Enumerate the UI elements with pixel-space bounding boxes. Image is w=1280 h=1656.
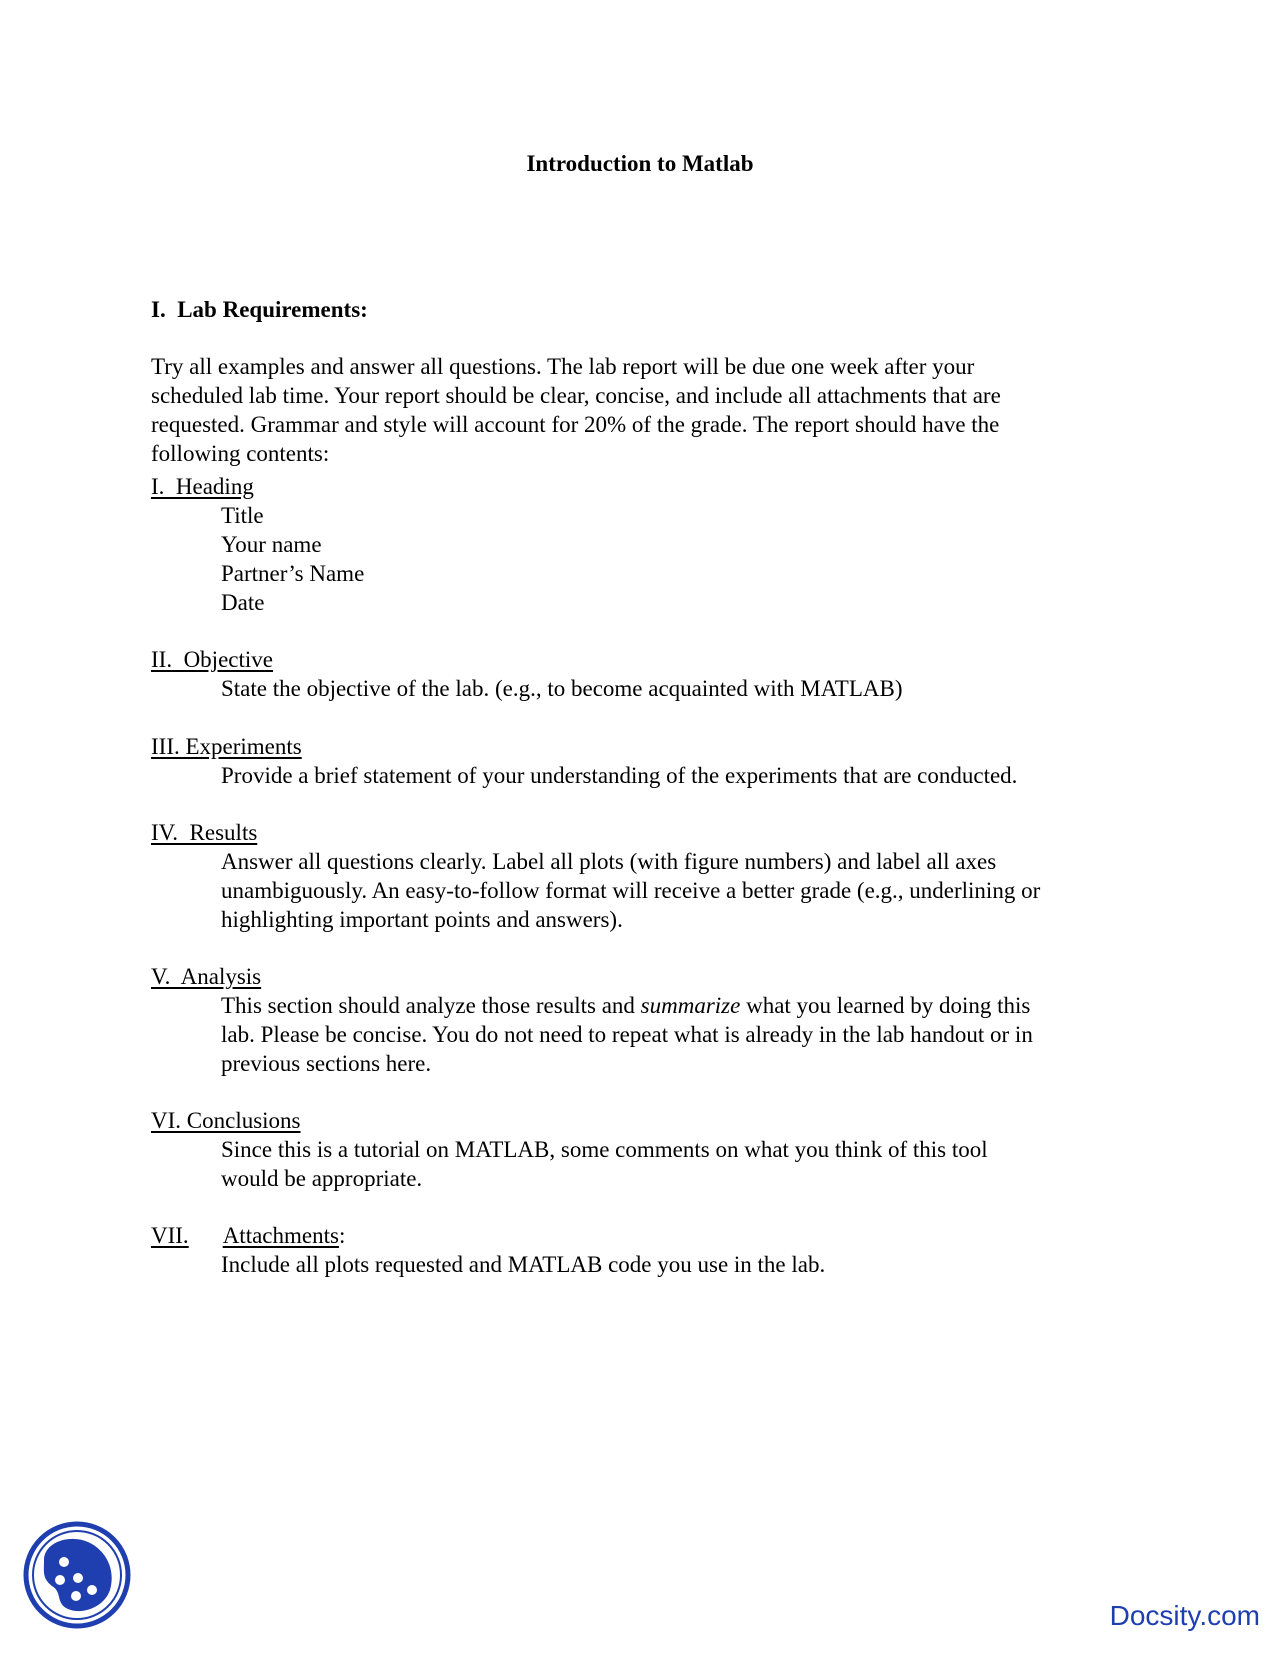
section-title: III. Experiments — [151, 734, 302, 759]
section-line: would be appropriate. — [221, 1166, 423, 1191]
intro-line: scheduled lab time. Your report should be clear, concise, and include all attachments that are — [151, 383, 1001, 408]
emphasis-text: summarize — [640, 993, 741, 1018]
line-text: what you learned by doing this — [740, 993, 1031, 1018]
docsity-brand-link[interactable]: Docsity.com — [1109, 1600, 1260, 1631]
section-body — [151, 501, 364, 617]
section-line: Answer all questions clearly. Label all plots (with figure numbers) and label all axes — [221, 849, 997, 874]
section-suffix: : — [338, 1223, 346, 1248]
section-line: Since this is a tutorial on MATLAB, some comments on what you think of this tool — [221, 1137, 988, 1162]
section-title: VI. Conclusions — [151, 1108, 301, 1133]
section-line: unambiguously. An easy-to-follow format will receive a better grade (e.g., underlining or — [221, 878, 1041, 903]
intro-paragraph — [151, 352, 1111, 468]
section-attachments — [151, 1221, 825, 1279]
section-title: IV. Results — [151, 820, 258, 845]
section-title: V. Analysis — [151, 964, 262, 989]
section-title: II. Objective — [151, 647, 273, 672]
section-title: I. Heading — [151, 474, 254, 499]
section-experiments — [151, 732, 1017, 790]
section-results — [151, 818, 1040, 934]
requirements-heading: I. Lab Requirements: — [151, 297, 368, 322]
section-line — [221, 991, 1033, 1020]
section-line: previous sections here. — [221, 1051, 432, 1076]
line-text: This section should analyze those results and — [221, 993, 641, 1018]
section-line: Title — [221, 503, 264, 528]
intro-line: following contents: — [151, 441, 330, 466]
section-heading — [151, 472, 364, 617]
section-line: Provide a brief statement of your understanding of the experiments that are conducted. — [221, 763, 1018, 788]
section-line: Include all plots requested and MATLAB code you use in the lab. — [221, 1252, 826, 1277]
section-line: Date — [221, 590, 265, 615]
section-body — [151, 761, 1017, 790]
section-label: Attachments — [222, 1223, 339, 1248]
docsity-logo-icon — [22, 1520, 132, 1630]
section-body — [151, 674, 903, 703]
section-body — [151, 991, 1033, 1078]
section-conclusions — [151, 1106, 988, 1193]
section-number: VII. — [151, 1223, 189, 1248]
intro-line: Try all examples and answer all questions. The lab report will be due one week after your — [151, 354, 975, 379]
section-line: highlighting important points and answers). — [221, 907, 623, 932]
section-body — [151, 1250, 825, 1279]
section-line: State the objective of the lab. (e.g., to become acquainted with MATLAB) — [221, 676, 903, 701]
page-title: Introduction to Matlab — [526, 151, 754, 176]
section-body — [151, 847, 1040, 934]
section-objective — [151, 645, 903, 703]
section-title — [151, 1221, 825, 1250]
section-line: lab. Please be concise. You do not need to repeat what is already in the lab handout or in — [221, 1022, 1033, 1047]
section-line: Partner’s Name — [221, 561, 365, 586]
section-analysis — [151, 962, 1033, 1078]
section-body — [151, 1135, 988, 1193]
intro-line: requested. Grammar and style will account for 20% of the grade. The report should have the — [151, 412, 1000, 437]
section-line: Your name — [221, 532, 322, 557]
